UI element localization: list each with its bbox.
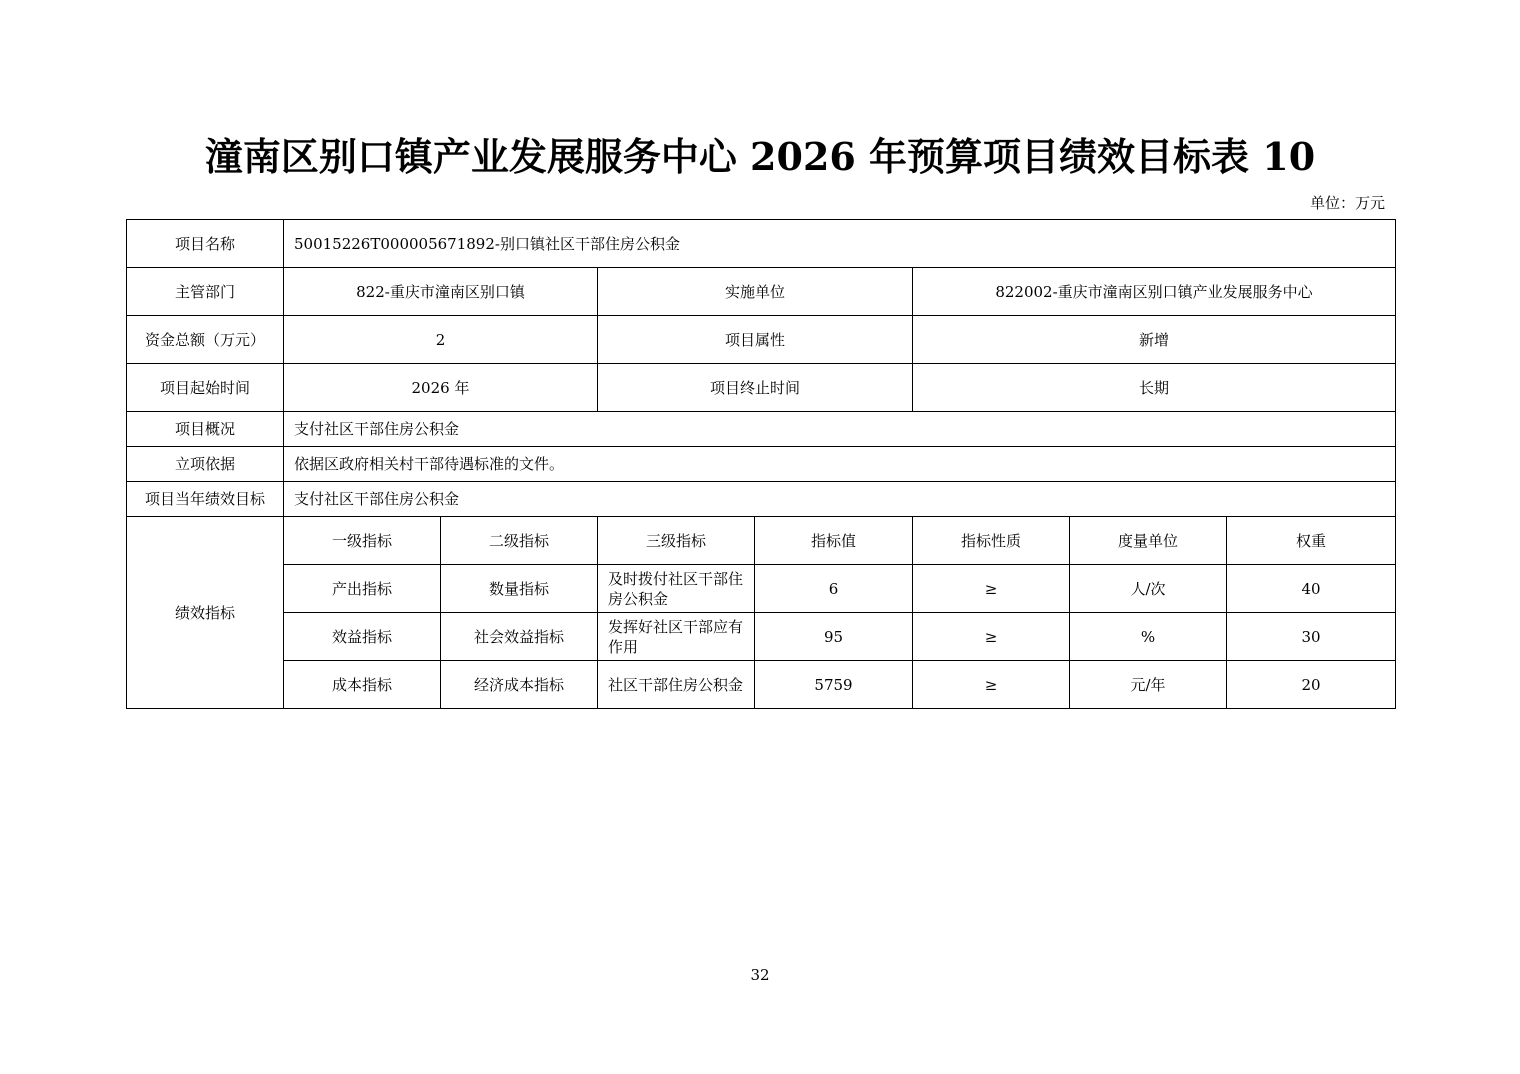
attr-value: 新增 [913,316,1396,364]
end-value: 长期 [913,364,1396,412]
header-level1: 一级指标 [284,517,441,565]
row2-nature: ≥ [913,613,1070,661]
row1-level2: 数量指标 [441,565,598,613]
row3-nature: ≥ [913,661,1070,709]
goal-label: 项目当年绩效目标 [127,482,284,517]
project-name-value: 50015226T000005671892-别口镇社区干部住房公积金 [284,220,1396,268]
row-fund [127,316,1396,364]
header-level3: 三级指标 [598,517,755,565]
indicators-section-label: 绩效指标 [127,517,284,709]
fund-value: 2 [284,316,598,364]
row3-weight: 20 [1227,661,1396,709]
attr-label: 项目属性 [598,316,913,364]
row3-value: 5759 [755,661,913,709]
row-time [127,364,1396,412]
overview-value: 支付社区干部住房公积金 [284,412,1396,447]
row1-level1: 产出指标 [284,565,441,613]
row3-level1: 成本指标 [284,661,441,709]
basis-label: 立项依据 [127,447,284,482]
row-goal [127,482,1396,517]
basis-value: 依据区政府相关村干部待遇标准的文件。 [284,447,1396,482]
header-value: 指标值 [755,517,913,565]
row1-weight: 40 [1227,565,1396,613]
dept-value: 822-重庆市潼南区别口镇 [284,268,598,316]
row1-nature: ≥ [913,565,1070,613]
row-department [127,268,1396,316]
row2-weight: 30 [1227,613,1396,661]
start-value: 2026 年 [284,364,598,412]
row1-unit: 人/次 [1070,565,1227,613]
performance-table [126,219,1396,709]
row2-level2: 社会效益指标 [441,613,598,661]
row2-level1: 效益指标 [284,613,441,661]
overview-label: 项目概况 [127,412,284,447]
table-row [127,661,1396,709]
table-row [127,565,1396,613]
start-label: 项目起始时间 [127,364,284,412]
table-row [127,613,1396,661]
end-label: 项目终止时间 [598,364,913,412]
project-name-label: 项目名称 [127,220,284,268]
header-level2: 二级指标 [441,517,598,565]
dept-label: 主管部门 [127,268,284,316]
row-overview [127,412,1396,447]
impl-label: 实施单位 [598,268,913,316]
row-project-name [127,220,1396,268]
row2-unit: % [1070,613,1227,661]
fund-label: 资金总额（万元） [127,316,284,364]
row-basis [127,447,1396,482]
impl-value: 822002-重庆市潼南区别口镇产业发展服务中心 [913,268,1396,316]
row3-level3: 社区干部住房公积金 [598,661,755,709]
row-indicator-header [127,517,1396,565]
unit-note: 单位：万元 [1309,194,1385,212]
header-nature: 指标性质 [913,517,1070,565]
goal-value: 支付社区干部住房公积金 [284,482,1396,517]
row2-level3: 发挥好社区干部应有作用 [598,613,755,661]
header-weight: 权重 [1227,517,1396,565]
row3-level2: 经济成本指标 [441,661,598,709]
header-unit: 度量单位 [1070,517,1227,565]
row3-unit: 元/年 [1070,661,1227,709]
document-title: 潼南区别口镇产业发展服务中心 2026 年预算项目绩效目标表 10 [204,134,1316,179]
page-number: 32 [750,966,770,984]
row1-value: 6 [755,565,913,613]
row1-level3: 及时拨付社区干部住房公积金 [598,565,755,613]
row2-value: 95 [755,613,913,661]
